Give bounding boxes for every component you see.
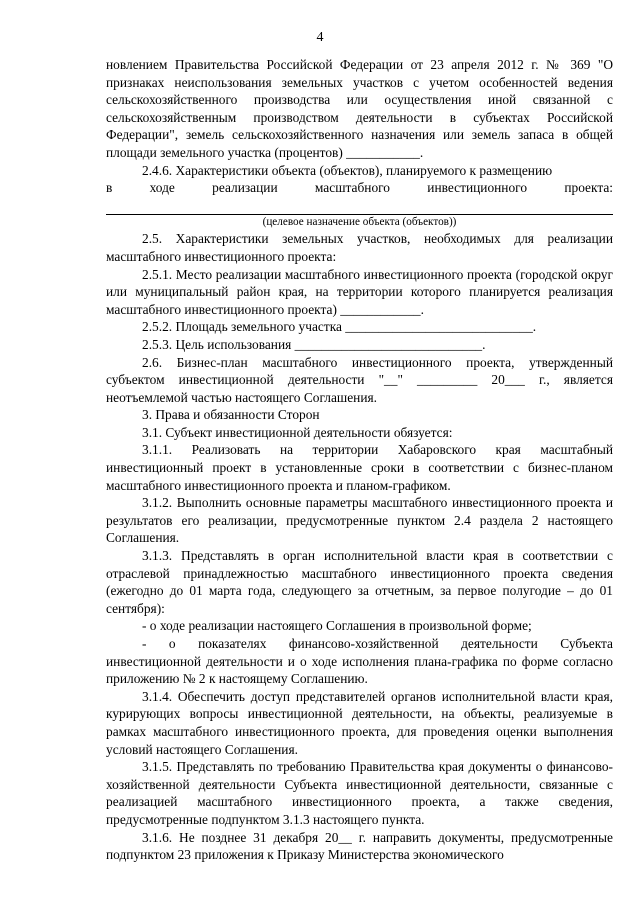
fill-in-caption: (целевое назначение объекта (объектов)) (262, 216, 457, 229)
document-body (106, 56, 613, 864)
paragraph-3-1-3: 3.1.3. Представлять в орган исполнительной власти края в соответствии с отраслевой принадлежностью масштабного инвестиционного проекта сведения (ежегодно до 01 марта года, следующего за отчетным, за первое полугодие – до 01 сентября): (106, 548, 613, 616)
page-number: 4 (316, 30, 324, 45)
paragraph-decree-continuation: новлением Правительства Российской Федерации от 23 апреля 2012 г. № 369 "О признаках неиспользования земельных участков с учетом особенностей ведения сельскохозяйственного производства или осуществления иной связанной с сельскохозяйственным производством деятельности в субъектах Российской Федерации", земель сельскохозяйственного назначения или земель запаса в общей площади земельного участка (процентов) ___________. (106, 57, 613, 160)
paragraph-2-5-3: 2.5.3. Цель использования ____________________________. (142, 336, 486, 352)
paragraph-2-5-2: 2.5.2. Площадь земельного участка ____________________________. (142, 319, 537, 335)
section-3-heading: 3. Права и обязанности Сторон (142, 407, 320, 423)
paragraph-3-1-6: 3.1.6. Не позднее 31 декабря 20__ г. направить документы, предусмотренные подпунктом 23 приложения к Приказу Министерства экономического (106, 829, 613, 863)
paragraph-2-5-1: 2.5.1. Место реализации масштабного инвестиционного проекта (городской округ или муниципальный район края, на территории которого планируется реализация масштабного инвестиционного проекта) ____________. (106, 266, 613, 317)
paragraph-2-4-6: 2.4.6. Характеристики объекта (объектов), планируемого к размещению (142, 162, 553, 178)
paragraph-3-1-4: 3.1.4. Обеспечить доступ представителей органов исполнительной власти края, курирующих вопросы инвестиционной деятельности, на объекты, реализуемые в рамках масштабного инвестиционного проекта, для проведения оценки выполнения условий настоящего Соглашения. (106, 688, 613, 757)
paragraph-3-1: 3.1. Субъект инвестиционной деятельности обязуется: (142, 424, 453, 440)
paragraph-3-1-1: 3.1.1. Реализовать на территории Хабаровского края масштабный инвестиционный проект в установленные сроки в соответствии с бизнес-планом масштабного инвестиционного проекта и планом-графиком. (106, 442, 613, 493)
list-item-progress: - о ходе реализации настоящего Соглашения в произвольной форме; (142, 618, 532, 634)
list-item-financials: - о показателях финансово-хозяйственной деятельности Субъекта инвестиционной деятельности и о ходе исполнения плана-графика по форме согласно приложению № 2 к настоящему Соглашению. (106, 636, 613, 687)
paragraph-2-6: 2.6. Бизнес-план масштабного инвестиционного проекта, утвержденный субъектом инвестиционной деятельности "__" _________ 20___ г., является неотъемлемой частью настоящего Соглашения. (106, 354, 613, 405)
paragraph-3-1-5: 3.1.5. Представлять по требованию Правительства края документы о финансово-хозяйственной деятельности Субъекта инвестиционной деятельности, связанные с реализацией масштабного инвестиционного проекта, а также сведения, предусмотренные подпунктом 3.1.3 настоящего пункта. (106, 759, 613, 827)
fill-in-line (106, 197, 613, 216)
paragraph-2-5: 2.5. Характеристики земельных участков, необходимых для реализации масштабного инвестиционного проекта: (106, 231, 613, 264)
paragraph-2-4-6-continuation: в ходе реализации масштабного инвестиционного проекта: (106, 180, 613, 196)
paragraph-3-1-2: 3.1.2. Выполнить основные параметры масштабного инвестиционного проекта и результатов его реализации, предусмотренные пунктом 2.4 раздела 2 настоящего Соглашения. (106, 495, 613, 546)
